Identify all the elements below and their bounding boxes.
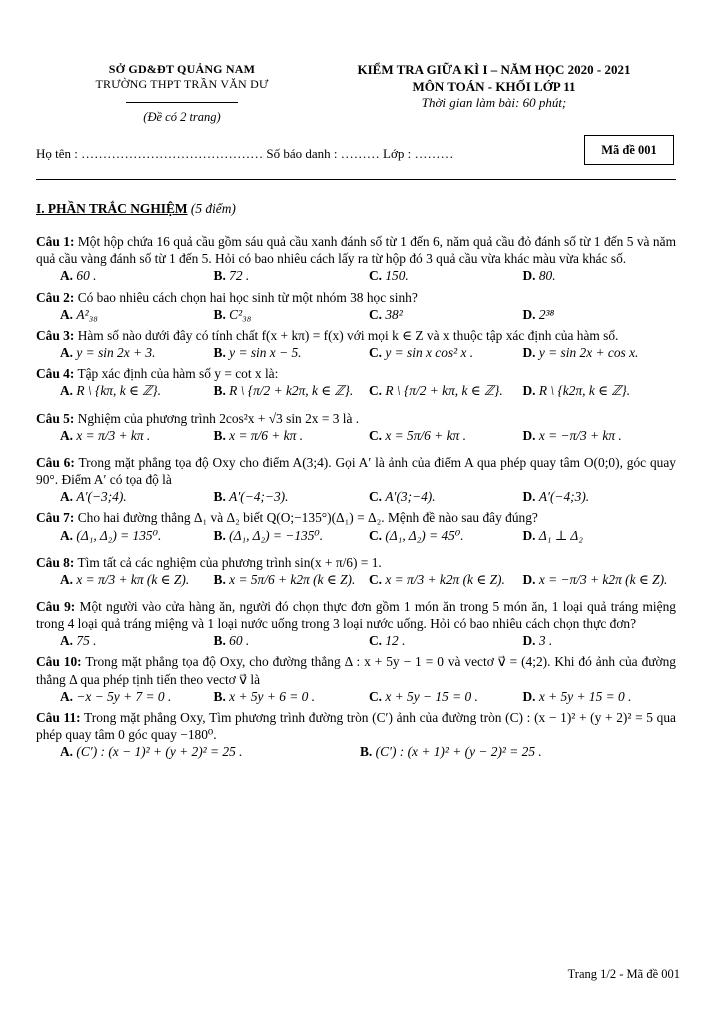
answer-option-b[interactable] [214,306,369,323]
option-letter: D. [522,527,536,543]
answer-option-d[interactable] [522,427,676,444]
option-letter: D. [522,489,536,505]
option-letter: C. [368,633,382,649]
answer-option-c[interactable] [369,632,523,649]
question-label: Câu 6: [36,454,75,470]
question-text [36,289,676,306]
answer-option-d[interactable] [522,632,676,649]
answer-option-b[interactable] [214,488,369,505]
option-letter: C. [368,688,382,704]
question-4 [36,365,676,409]
option-text: y = sin x − 5. [229,345,302,361]
question-8 [36,554,676,598]
student-info-line: Họ tên : …………………………………… Số báo danh : ……… Lớp : ……… [36,146,454,161]
answer-option-a[interactable] [60,306,214,323]
answer-option-c[interactable] [369,344,523,361]
question-label: Câu 5: [36,410,75,426]
answer-option-a[interactable] [60,267,214,284]
question-text [36,653,676,687]
option-letter: B. [213,268,226,284]
option-text: x + 5y + 6 = 0 . [229,688,316,704]
answer-option-b[interactable] [214,344,369,361]
answer-option-b[interactable] [214,688,369,705]
option-text: A²₃₈ [76,306,98,322]
answer-option-a[interactable] [60,344,214,361]
option-letter: B. [213,306,226,322]
option-text: 150. [385,268,409,284]
answer-option-a[interactable] [60,427,214,444]
question-body: Cho hai đường thẳng Δ₁ và Δ₂ biết Q(O;−135°)(Δ₁) = Δ₂. Mệnh đề nào sau đây đúng? [77,510,538,526]
answer-option-b[interactable] [214,571,369,588]
option-letter: A. [60,427,74,443]
option-text: 12 . [385,633,406,649]
answer-option-b[interactable] [214,267,369,284]
header-divider [126,102,238,103]
question-3 [36,327,676,365]
answer-option-d[interactable] [522,571,676,588]
question-2 [36,289,676,327]
option-text: x = π/3 + kπ (k ∈ Z). [76,571,190,587]
option-text: 72 . [229,268,250,284]
option-letter: B. [213,427,226,443]
answer-option-c[interactable] [369,382,523,399]
header-separator [36,179,676,180]
question-label: Câu 3: [36,327,75,343]
question-label: Câu 7: [36,510,75,526]
option-letter: C. [368,571,382,587]
spacer [36,760,676,764]
question-label: Câu 11: [36,709,81,725]
exam-code-box: Mã đề 001 [584,135,674,165]
option-text: (C′) : (x − 1)² + (y + 2)² = 25 . [76,744,243,760]
answer-option-d[interactable] [522,267,676,284]
option-letter: B. [213,571,226,587]
option-text: x = −π/3 + k2π (k ∈ Z). [538,571,668,587]
answer-option-b[interactable] [360,743,660,760]
option-letter: D. [522,633,536,649]
answer-option-d[interactable] [522,382,676,399]
option-text: y = sin 2x + 3. [76,345,156,361]
answer-options [60,632,676,649]
question-11 [36,709,676,764]
answer-options [60,527,676,544]
exam-duration: Thời gian làm bài: 60 phút; [421,95,567,111]
question-text [36,327,676,344]
option-text: (Δ₁, Δ₂) = 45⁰. [385,527,464,543]
answer-option-c[interactable] [369,306,523,323]
answer-option-a[interactable] [60,632,214,649]
answer-option-d[interactable] [522,488,676,505]
option-letter: A. [60,383,74,399]
option-text: R \ {kπ, k ∈ ℤ}. [76,383,161,399]
option-text: x = 5π/6 + k2π (k ∈ Z). [229,571,356,587]
option-letter: B. [360,744,373,760]
header-right [324,62,664,112]
option-text: 2³⁸ [538,306,555,322]
option-text: x + 5y + 15 = 0 . [538,688,632,704]
option-text: A′(−4;3). [538,489,590,505]
option-letter: D. [522,268,536,284]
question-body: Một hộp chứa 16 quả cầu gồm sáu quả cầu xanh đánh số từ 1 đến 6, năm quả cầu đỏ đánh số từ 1 đến 5 và năm quả cầu vàng đánh số từ 1 đến 5. Hỏi có bao nhiêu cách lấy ra từ hộp đó 3 quả cầu vừa khác màu vừa khác số. [36,234,676,267]
spacer [36,588,676,598]
option-text: y = sin x cos² x . [385,345,474,361]
subject-title: MÔN TOÁN - KHỐI LỚP 11 [412,78,576,94]
option-text: 60 . [76,268,97,284]
answer-option-b[interactable] [214,632,369,649]
pages-note: (Đề có 2 trang) [143,109,221,124]
option-text: C²₃₈ [229,306,252,322]
option-letter: D. [522,345,536,361]
question-10 [36,653,676,708]
question-body: Một người vào cửa hàng ăn, người đó chọn thực đơn gồm 1 món ăn trong 5 món ăn, 1 loại quả tráng miệng trong 4 loại quả tráng miệng và 1 loại nước uống trong 3 loại nước uống. Hỏi có bao nhiêu cách chọn thực đơn? [36,598,676,632]
question-body: Trong mặt phẳng tọa độ Oxy cho điểm A(3;4). Gọi A′ là ảnh của điểm A qua phép quay tâm O(0;0), góc quay 90°. Điểm A′ có tọa độ là [36,454,676,488]
question-text [36,509,676,526]
answer-option-b[interactable] [214,382,369,399]
question-text [36,365,676,382]
question-text [36,554,676,571]
option-text: 3 . [538,633,553,649]
answer-option-c[interactable] [369,267,523,284]
option-text: y = sin 2x + cos x. [538,345,639,361]
page-footer: Trang 1/2 - Mã đề 001 [567,967,680,981]
option-text: x = π/3 + kπ . [76,427,151,443]
option-letter: B. [213,688,226,704]
option-letter: C. [368,427,382,443]
answer-options [60,382,676,399]
option-text: 75 . [76,633,97,649]
section-title: I. PHẦN TRẮC NGHIỆM [36,201,188,216]
option-letter: A. [60,688,74,704]
exam-title: KIỂM TRA GIỮA KÌ I – NĂM HỌC 2020 - 2021 [357,62,631,77]
option-text: A′(−3;4). [76,489,127,505]
answer-options [60,344,676,361]
option-text: (C′) : (x + 1)² + (y − 2)² = 25 . [375,744,542,760]
answer-option-a[interactable] [60,488,214,505]
option-text: (Δ₁, Δ₂) = 135⁰. [76,527,162,543]
option-letter: C. [368,345,382,361]
option-text: 80. [538,268,556,284]
answer-option-d[interactable] [522,306,676,323]
option-text: R \ {π/2 + kπ, k ∈ ℤ}. [385,383,503,399]
answer-option-a[interactable] [60,527,214,544]
option-letter: C. [368,527,382,543]
option-letter: A. [60,744,74,760]
option-letter: D. [522,427,536,443]
option-text: 38² [385,306,403,322]
option-text: −x − 5y + 7 = 0 . [76,688,172,704]
question-1 [36,233,676,288]
option-letter: C. [368,383,382,399]
answer-options [60,688,676,705]
option-text: x = 5π/6 + kπ . [385,427,466,443]
option-letter: D. [522,688,536,704]
option-text: R \ {π/2 + k2π, k ∈ ℤ}. [229,383,354,399]
answer-option-a[interactable] [60,571,214,588]
option-text: R \ {k2π, k ∈ ℤ}. [538,383,631,399]
question-body: Tập xác định của hàm số y = cot x là: [77,366,279,382]
option-letter: B. [213,527,226,543]
spacer [36,444,676,454]
question-label: Câu 8: [36,554,75,570]
option-text: x = π/6 + kπ . [229,427,304,443]
question-text [36,410,676,427]
answer-option-d[interactable] [522,527,676,544]
answer-option-c[interactable] [369,488,523,505]
option-text: x = π/3 + k2π (k ∈ Z). [385,571,505,587]
answer-options [60,488,676,505]
option-letter: D. [522,383,536,399]
answer-options [60,306,676,323]
answer-option-d[interactable] [522,344,676,361]
answer-option-b[interactable] [214,427,369,444]
header-left [62,62,302,125]
question-body: Trong mặt phẳng Oxy, Tìm phương trình đường tròn (C′) ảnh của đường tròn (C) : (x − 1)² + (y + 2)² = 5 qua phép quay tâm 0 góc quay −180⁰. [36,709,676,743]
question-label: Câu 2: [36,289,75,305]
department-name: SỞ GD&ĐT QUẢNG NAM [108,62,256,76]
spacer [36,400,676,410]
option-text: x + 5y − 15 = 0 . [385,688,478,704]
question-text [36,598,676,632]
question-label: Câu 9: [36,598,76,614]
answer-option-b[interactable] [214,527,369,544]
option-text: (Δ₁, Δ₂) = −135⁰. [229,527,324,543]
question-label: Câu 1: [36,234,75,250]
question-body: Có bao nhiêu cách chọn hai học sinh từ một nhóm 38 học sinh? [77,289,418,305]
answer-option-a[interactable] [60,382,214,399]
option-letter: A. [60,268,74,284]
question-body: Hàm số nào dưới đây có tính chất f(x + kπ) = f(x) với mọi k ∈ Z và x thuộc tập xác định của hàm số. [77,327,619,343]
question-text [36,233,676,267]
option-text: A′(3;−4). [385,489,436,505]
answer-options [60,571,676,588]
option-letter: A. [60,527,74,543]
question-label: Câu 10: [36,654,82,670]
option-letter: C. [368,489,382,505]
option-letter: C. [368,306,382,322]
answer-option-c[interactable] [369,688,523,705]
option-letter: B. [213,633,226,649]
question-6 [36,454,676,509]
option-letter: A. [60,489,74,505]
question-text [36,454,676,488]
option-letter: D. [522,306,536,322]
question-body: Nghiệm của phương trình 2cos²x + √3 sin 2x = 3 là . [77,410,360,426]
answer-option-c[interactable] [369,427,523,444]
section-heading [36,200,676,217]
answer-option-d[interactable] [522,688,676,705]
option-letter: B. [213,489,226,505]
answer-options [60,427,676,444]
question-text [36,709,676,743]
option-letter: B. [213,345,226,361]
option-text: x = −π/3 + kπ . [538,427,622,443]
answer-options [60,743,676,760]
question-5 [36,410,676,454]
spacer [36,544,676,554]
option-letter: A. [60,571,74,587]
option-text: A′(−4;−3). [229,489,289,505]
option-text: Δ₁ ⊥ Δ₂ [538,527,583,543]
school-name: TRƯỜNG THPT TRẦN VĂN DƯ [95,77,269,92]
option-letter: C. [368,268,382,284]
option-letter: A. [60,345,74,361]
option-letter: A. [60,633,74,649]
answer-option-c[interactable] [369,571,523,588]
option-letter: D. [522,571,536,587]
question-9 [36,598,676,653]
answer-option-c[interactable] [369,527,523,544]
question-body: Trong mặt phẳng tọa độ Oxy, cho đường thẳng Δ : x + 5y − 1 = 0 và vectơ v⃗ = (4;2). Khi đó ảnh của đường thẳng Δ qua phép tịnh tiến theo vectơ v⃗ là [36,654,676,687]
answer-option-a[interactable] [60,743,360,760]
answer-options [60,267,676,284]
question-7 [36,509,676,553]
answer-option-a[interactable] [60,688,214,705]
question-body: Tìm tất cả các nghiệm của phương trình sin(x + π/6) = 1. [77,554,382,570]
option-letter: A. [60,306,74,322]
section-points: (5 điểm) [190,201,236,216]
question-label: Câu 4: [36,366,75,382]
option-letter: B. [213,383,226,399]
question-list [36,233,676,764]
questions-area [36,200,676,764]
option-text: 60 . [229,633,250,649]
